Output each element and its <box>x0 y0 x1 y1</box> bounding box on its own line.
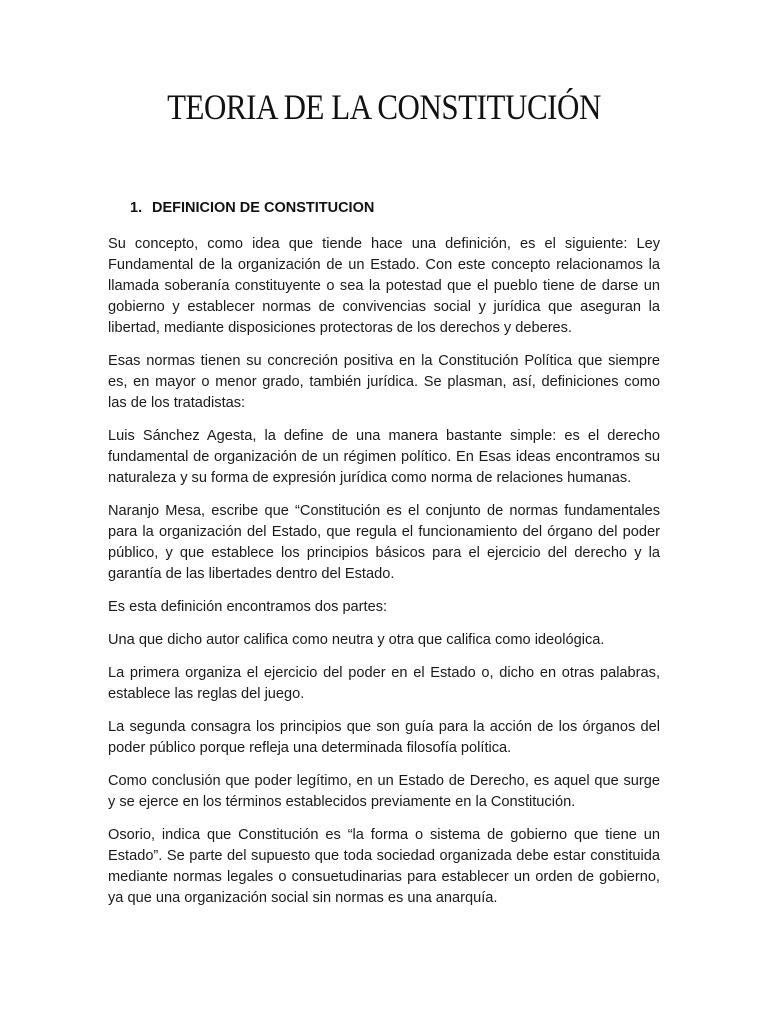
section-heading-text: DEFINICION DE CONSTITUCION <box>152 200 375 216</box>
paragraph: Es esta definición encontramos dos partes: <box>108 599 388 615</box>
paragraph: Una que dicho autor califica como neutra y otra que califica como ideológica. <box>108 632 605 648</box>
paragraph: Osorio, indica que Constitución es “la forma o sistema de gobierno que tiene un Estado”. Se parte del supuesto que toda sociedad organizada debe estar constituida mediante normas legales o consuetudinarias para establecer un orden de gobierno, ya que una organización social sin normas es una anarquía. <box>108 827 660 906</box>
paragraph: Como conclusión que poder legítimo, en un Estado de Derecho, es aquel que surge y se ejerce en los términos establecidos previamente en la Constitución. <box>108 773 660 810</box>
paragraph: Su concepto, como idea que tiende hace una definición, es el siguiente: Ley Fundamental de la organización de un Estado. Con este concepto relacionamos la llamada soberanía constituyente o sea la potestad que el pueblo tiene de darse un gobierno y establecer normas de convivencias social y jurídica que aseguran la libertad, mediante disposiciones protectoras de los derechos y deberes. <box>108 236 660 336</box>
document-title: TEORIA DE LA CONSTITUCIÓN <box>167 87 601 127</box>
paragraph: La segunda consagra los principios que son guía para la acción de los órganos del poder público porque refleja una determinada filosofía política. <box>108 719 660 756</box>
document-body <box>108 234 660 921</box>
section-number: 1. <box>130 200 143 216</box>
section-heading <box>130 200 374 216</box>
paragraph: La primera organiza el ejercicio del poder en el Estado o, dicho en otras palabras, establece las reglas del juego. <box>108 665 660 702</box>
paragraph: Luis Sánchez Agesta, la define de una manera bastante simple: es el derecho fundamental de organización de un régimen político. En Esas ideas encontramos su naturaleza y su forma de expresión jurídica como norma de relaciones humanas. <box>108 428 660 486</box>
paragraph: Esas normas tienen su concreción positiva en la Constitución Política que siempre es, en mayor o menor grado, también jurídica. Se plasman, así, definiciones como las de los tratadistas: <box>108 353 660 411</box>
paragraph: Naranjo Mesa, escribe que “Constitución es el conjunto de normas fundamentales para la organización del Estado, que regula el funcionamiento del órgano del poder público, y que establece los principios básicos para el ejercicio del derecho y la garantía de las libertades dentro del Estado. <box>108 503 660 582</box>
